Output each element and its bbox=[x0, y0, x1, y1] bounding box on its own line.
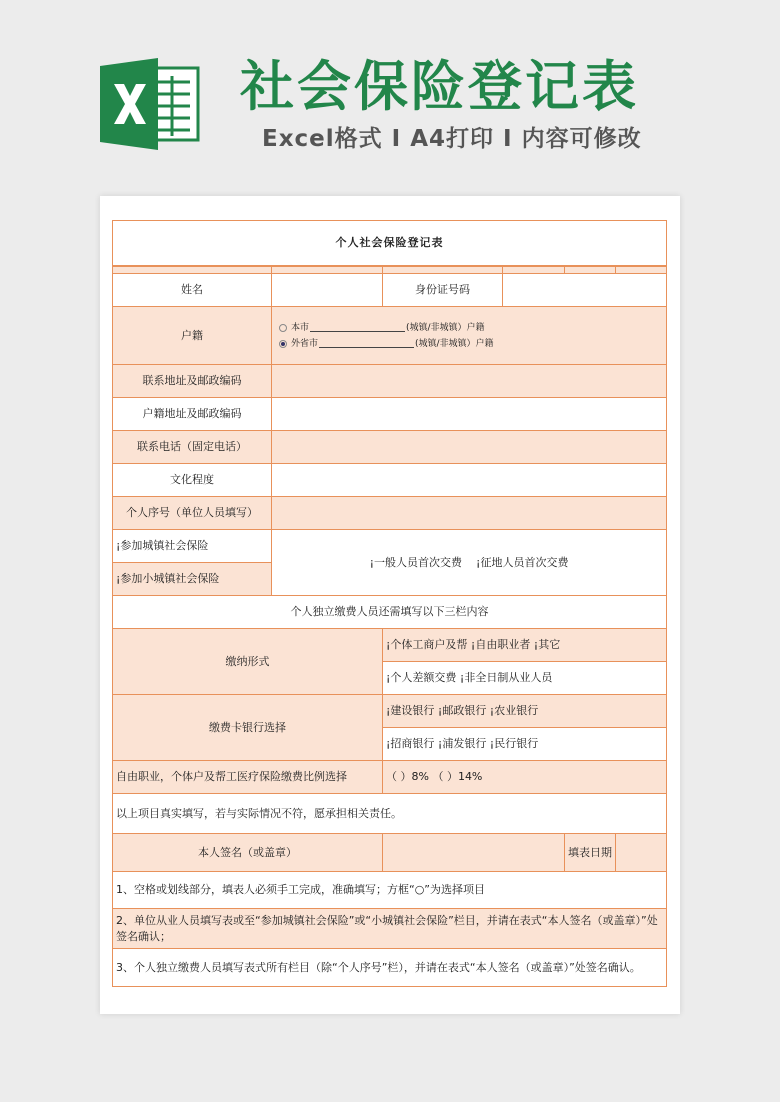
huji-label: 户籍 bbox=[113, 307, 272, 365]
huji-options bbox=[272, 307, 667, 365]
form-sheet bbox=[100, 196, 680, 1014]
small-town-insurance-option[interactable]: ¡参加小城镇社会保险 bbox=[113, 563, 272, 596]
signature-field[interactable] bbox=[383, 834, 565, 872]
bank-options-row1[interactable]: ¡建设银行 ¡邮政银行 ¡农业银行 bbox=[383, 695, 667, 728]
note-1: 1、空格或划线部分，填表人必须手工完成，准确填写；方框“○”为选择项目 bbox=[113, 872, 667, 909]
independent-note: 个人独立缴费人员还需填写以下三栏内容 bbox=[113, 596, 667, 629]
urban-insurance-option[interactable]: ¡参加城镇社会保险 bbox=[113, 530, 272, 563]
note-3: 3、个人独立缴费人员填写表式所有栏目（除“个人序号”栏），并请在表式“本人签名（或盖章）”处签名确认。 bbox=[113, 949, 667, 987]
payment-form-label: 缴纳形式 bbox=[113, 629, 383, 695]
serial-label: 个人序号（单位人员填写） bbox=[113, 497, 272, 530]
name-label: 姓名 bbox=[113, 274, 272, 307]
blank-line bbox=[310, 323, 405, 332]
excel-icon bbox=[100, 58, 200, 150]
first-pay-general-option[interactable]: ¡一般人员首次交费 bbox=[369, 555, 463, 569]
date-label: 填表日期 bbox=[565, 834, 616, 872]
id-label: 身份证号码 bbox=[383, 274, 503, 307]
radio-selected-icon[interactable] bbox=[279, 340, 287, 348]
date-field[interactable] bbox=[616, 834, 667, 872]
first-pay-land-option[interactable]: ¡征地人员首次交费 bbox=[476, 555, 569, 569]
phone-label: 联系电话（固定电话） bbox=[113, 431, 272, 464]
subtitle: Excel格式 I A4打印 I 内容可修改 bbox=[262, 126, 642, 152]
education-field[interactable] bbox=[272, 464, 667, 497]
ratio-options[interactable]: （ ）8% （ ）14% bbox=[383, 761, 667, 794]
huji-addr-label: 户籍地址及邮政编码 bbox=[113, 398, 272, 431]
payment-form-options-row2[interactable]: ¡个人差额交费 ¡非全日制从业人员 bbox=[383, 662, 667, 695]
main-title: 社会保险登记表 bbox=[240, 55, 639, 118]
blank-line bbox=[319, 339, 414, 348]
ratio-label: 自由职业，个体户及帮工医疗保险缴费比例选择 bbox=[113, 761, 383, 794]
payment-form-options-row1[interactable]: ¡个体工商户及帮 ¡自由职业者 ¡其它 bbox=[383, 629, 667, 662]
first-pay-options bbox=[272, 530, 667, 596]
header bbox=[0, 0, 780, 190]
phone-field[interactable] bbox=[272, 431, 667, 464]
name-field[interactable] bbox=[272, 274, 383, 307]
education-label: 文化程度 bbox=[113, 464, 272, 497]
signature-label: 本人签名（或盖章） bbox=[113, 834, 383, 872]
form-title: 个人社会保险登记表 bbox=[113, 221, 667, 266]
declaration: 以上项目真实填写，若与实际情况不符，愿承担相关责任。 bbox=[113, 794, 667, 834]
contact-addr-label: 联系地址及邮政编码 bbox=[113, 365, 272, 398]
note-2: 2、单位从业人员填写表或至“参加城镇社会保险”或“小城镇社会保险”栏目，并请在表式“本人签名（或盖章）”处签名确认； bbox=[113, 909, 667, 949]
registration-form-table bbox=[112, 220, 667, 987]
huji-option-other[interactable]: 外省市 (城镇/非城镇）户籍 bbox=[275, 336, 663, 352]
huji-addr-field[interactable] bbox=[272, 398, 667, 431]
bank-label: 缴费卡银行选择 bbox=[113, 695, 383, 761]
radio-icon[interactable] bbox=[279, 324, 287, 332]
serial-field[interactable] bbox=[272, 497, 667, 530]
contact-addr-field[interactable] bbox=[272, 365, 667, 398]
bank-options-row2[interactable]: ¡招商银行 ¡浦发银行 ¡民行银行 bbox=[383, 728, 667, 761]
id-field[interactable] bbox=[503, 274, 667, 307]
thin-row bbox=[113, 266, 667, 274]
huji-option-local[interactable]: 本市 (城镇/非城镇）户籍 bbox=[275, 320, 663, 336]
